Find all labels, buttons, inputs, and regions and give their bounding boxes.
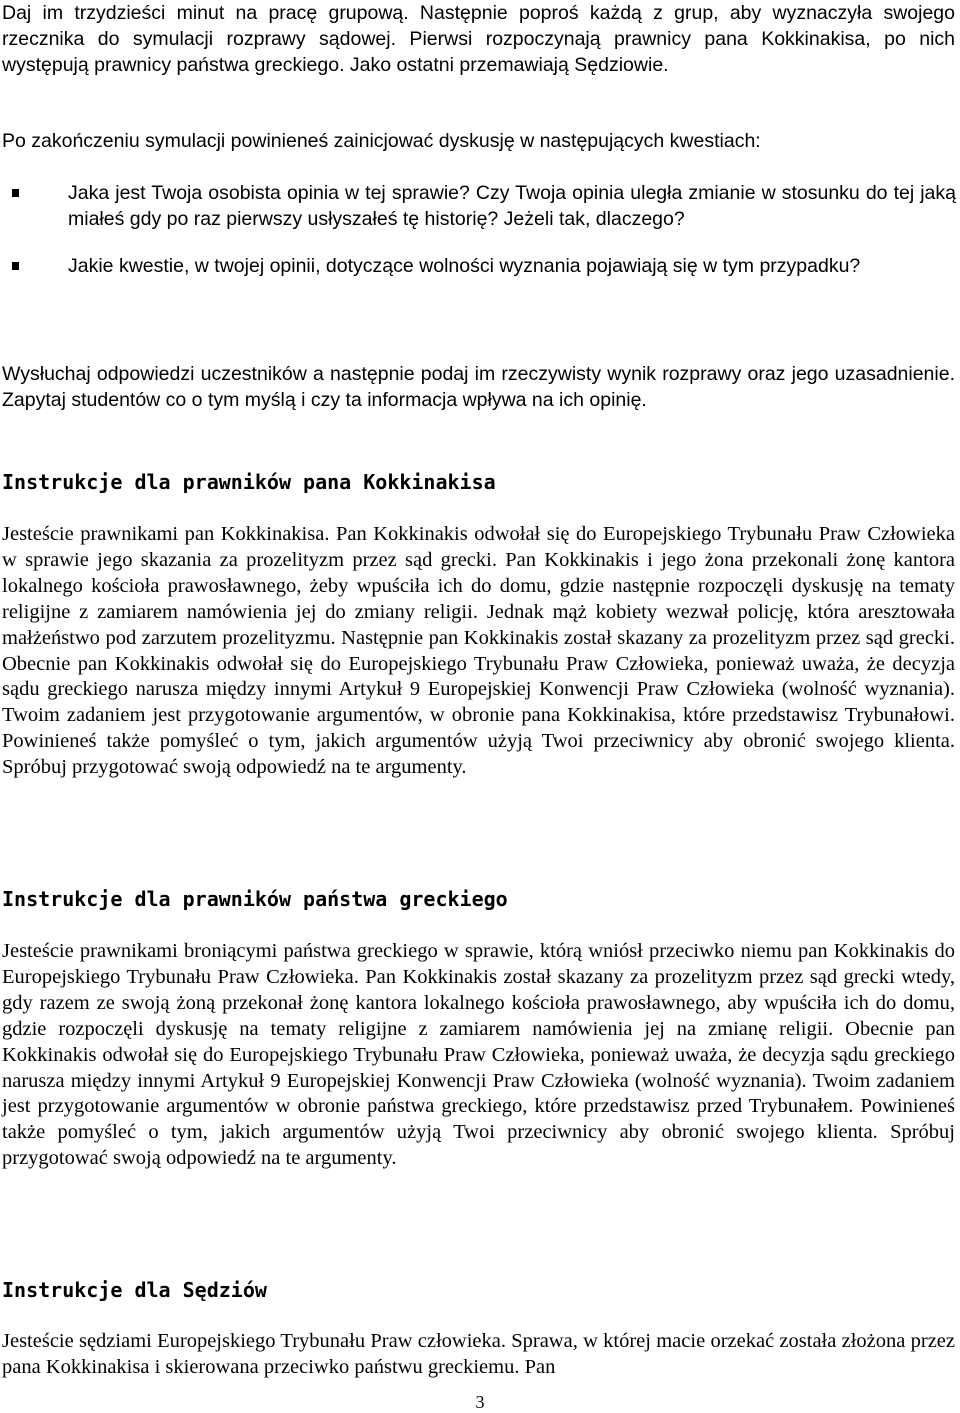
discussion-questions-list [0,180,956,280]
question-text: Jaka jest Twoja osobista opinia w tej sprawie? Czy Twoja opinia uległa zmianie w stosunku do tej jaką miałeś gdy po raz pierwszy usłyszałeś tę historię? Jeżeli tak, dlaczego? [68,182,956,231]
section-body-judges: Jesteście sędziami Europejskiego Trybunału Praw człowieka. Sprawa, w której macie orzekać została złożona przez pana Kokkinakisa i skierowana przeciwko państwu greckiemu. Pan [2,1330,955,1378]
list-item [0,253,956,279]
square-bullet-icon [12,262,19,270]
section-heading-kokkinakis: Instrukcje dla prawników pana Kokkinakisa [2,470,496,494]
list-item [0,180,956,232]
section-heading-greece: Instrukcje dla prawników państwa greckiego [2,887,508,911]
results-paragraph: Wysłuchaj odpowiedzi uczestników a następnie podaj im rzeczywisty wynik rozprawy oraz jego uzasadnienie. Zapytaj studentów co o tym myślą i czy ta informacja wpływa na ich opinię. [2,363,955,412]
section-body-greece: Jesteście prawnikami broniącymi państwa greckiego w sprawie, którą wniósł przeciwko niemu pan Kokkinakis do Europejskiego Trybunału Praw Człowieka. Pan Kokkinakis został skazany za prozelityzm przez sąd grecki wtedy, gdy razem ze swoją żoną przekonał żonę kantora lokalnego kościoła prawosławnego, aby wpuściła ich do domu, gdzie rozpoczęli dyskusję na tematy religijne z zamiarem namówienia jej na zmianę religii. Obecnie pan Kokkinakis odwołał się do Europejskiego Trybunału Praw Człowieka, ponieważ uważa, że decyzja sądu greckiego narusza między innymi Artykuł 9 Europejskiej Konwencji Praw Człowieka (wolność wyznania). Twoim zadaniem jest przygotowanie argumentów w obronie państwa greckiego, które przedstawisz przed Trybunałem. Powinieneś także pomyśleć o tym, jakich argumentów użyją Twoi przeciwnicy aby obronić swojego klienta. Spróbuj przygotować swoją odpowiedź na te argumenty. [2,940,955,1170]
square-bullet-icon [12,189,19,197]
section-body-kokkinakis: Jesteście prawnikami pan Kokkinakisa. Pan Kokkinakis odwołał się do Europejskiego Trybunału Praw Człowieka w sprawie jego skazania za prozelityzm przez sąd grecki. Pan Kokkinakis i jego żona przekonali żonę kantora lokalnego kościoła prawosławnego, żeby wpuściła ich do domu, gdzie następnie rozpoczęli dyskusję na tematy religijne z zamiarem namówienia jej do zmiany religii. Jednak mąż kobiety wezwał policję, która aresztowała małżeństwo pod zarzutem prozelityzmu. Następnie pan Kokkinakis został skazany za prozelityzm przez sąd grecki. Obecnie pan Kokkinakis odwołał się do Europejskiego Trybunału Praw Człowieka, ponieważ uważa, że decyzja sądu greckiego narusza między innymi Artykuł 9 Europejskiej Konwencji Praw Człowieka (wolność wyznania). Twoim zadaniem jest przygotowanie argumentów, w obronie pana Kokkinakisa, które przedstawisz Trybunałowi. Powinieneś także pomyśleć o tym, jakich argumentów użyją Twoi przeciwnicy aby obronić swojego klienta. Spróbuj przygotować swoją odpowiedź na te argumenty. [2,523,955,779]
intro-paragraph: Daj im trzydzieści minut na pracę grupową. Następnie poproś każdą z grup, aby wyznaczyła swojego rzecznika do symulacji rozprawy sądowej. Pierwsi rozpoczynają prawnicy pana Kokkinakisa, po nich występują prawnicy państwa greckiego. Jako ostatni przemawiają Sędziowie. [2,2,955,77]
question-text: Jakie kwestie, w twojej opinii, dotyczące wolności wyznania pojawiają się w tym przypadku? [68,255,861,278]
page-number: 3 [475,1392,485,1412]
section-heading-judges: Instrukcje dla Sędziów [2,1278,267,1302]
discussion-lead-paragraph: Po zakończeniu symulacji powinieneś zainicjować dyskusję w następujących kwestiach: [2,130,761,152]
